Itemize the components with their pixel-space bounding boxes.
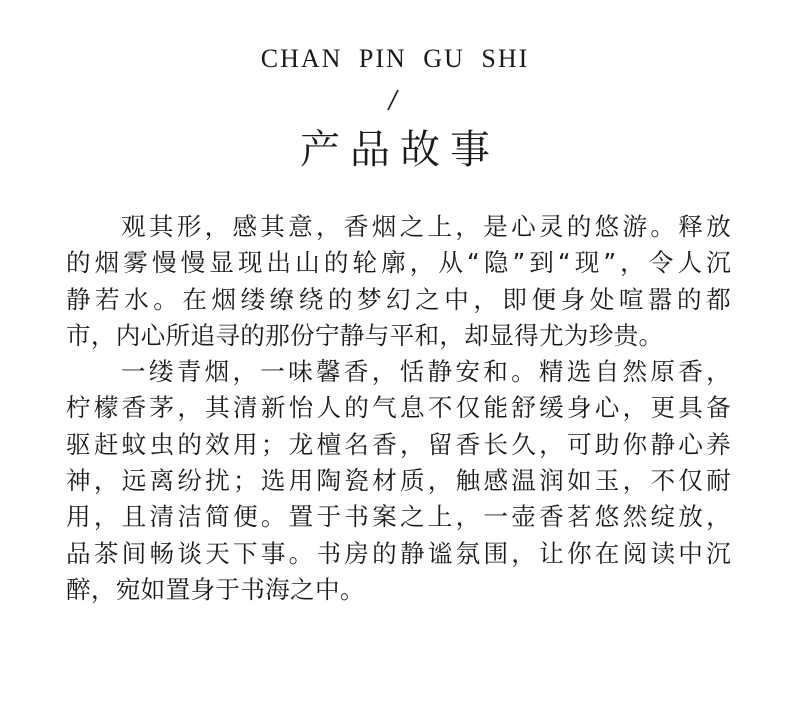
section-subtitle: CHAN PIN GU SHI bbox=[260, 44, 530, 73]
paragraph-line: 观其形，感其意，香烟之上，是心灵的悠游。释放 bbox=[121, 212, 731, 241]
paragraph-line: 一缕青烟，一味馨香，恬静安和。精选自然原香， bbox=[121, 357, 731, 387]
paragraph-line: 的烟雾慢慢显现出山的轮廓，从“隐”到“现”，令人沉 bbox=[66, 248, 731, 278]
article-body bbox=[66, 209, 731, 608]
paragraph-2 bbox=[66, 354, 731, 608]
paragraph-line: 柠檬香茅，其清新怡人的气息不仅能舒缓身心，更具备 bbox=[66, 393, 731, 423]
separator-slash bbox=[383, 88, 403, 112]
paragraph-1 bbox=[66, 209, 731, 354]
paragraph-line: 用，且清洁简便。置于书案之上，一壶香茗悠然绽放， bbox=[66, 502, 731, 532]
paragraph-line: 神，远离纷扰；选用陶瓷材质，触感温润如玉，不仅耐 bbox=[66, 466, 731, 496]
paragraph-line: 醉，宛如置身于书海之中。 bbox=[66, 574, 365, 604]
paragraph-line: 驱赶蚊虫的效用；龙檀名香，留香长久，可助你静心养 bbox=[66, 429, 731, 459]
paragraph-line: 品茶间畅谈天下事。书房的静谧氛围，让你在阅读中沉 bbox=[66, 538, 731, 568]
section-title: 产品故事 bbox=[300, 127, 500, 173]
paragraph-line: 市，内心所追寻的那份宁静与平和，却显得尤为珍贵。 bbox=[66, 320, 664, 350]
paragraph-line: 静若水。在烟缕缭绕的梦幻之中，即便身处喧嚣的都 bbox=[66, 284, 731, 314]
